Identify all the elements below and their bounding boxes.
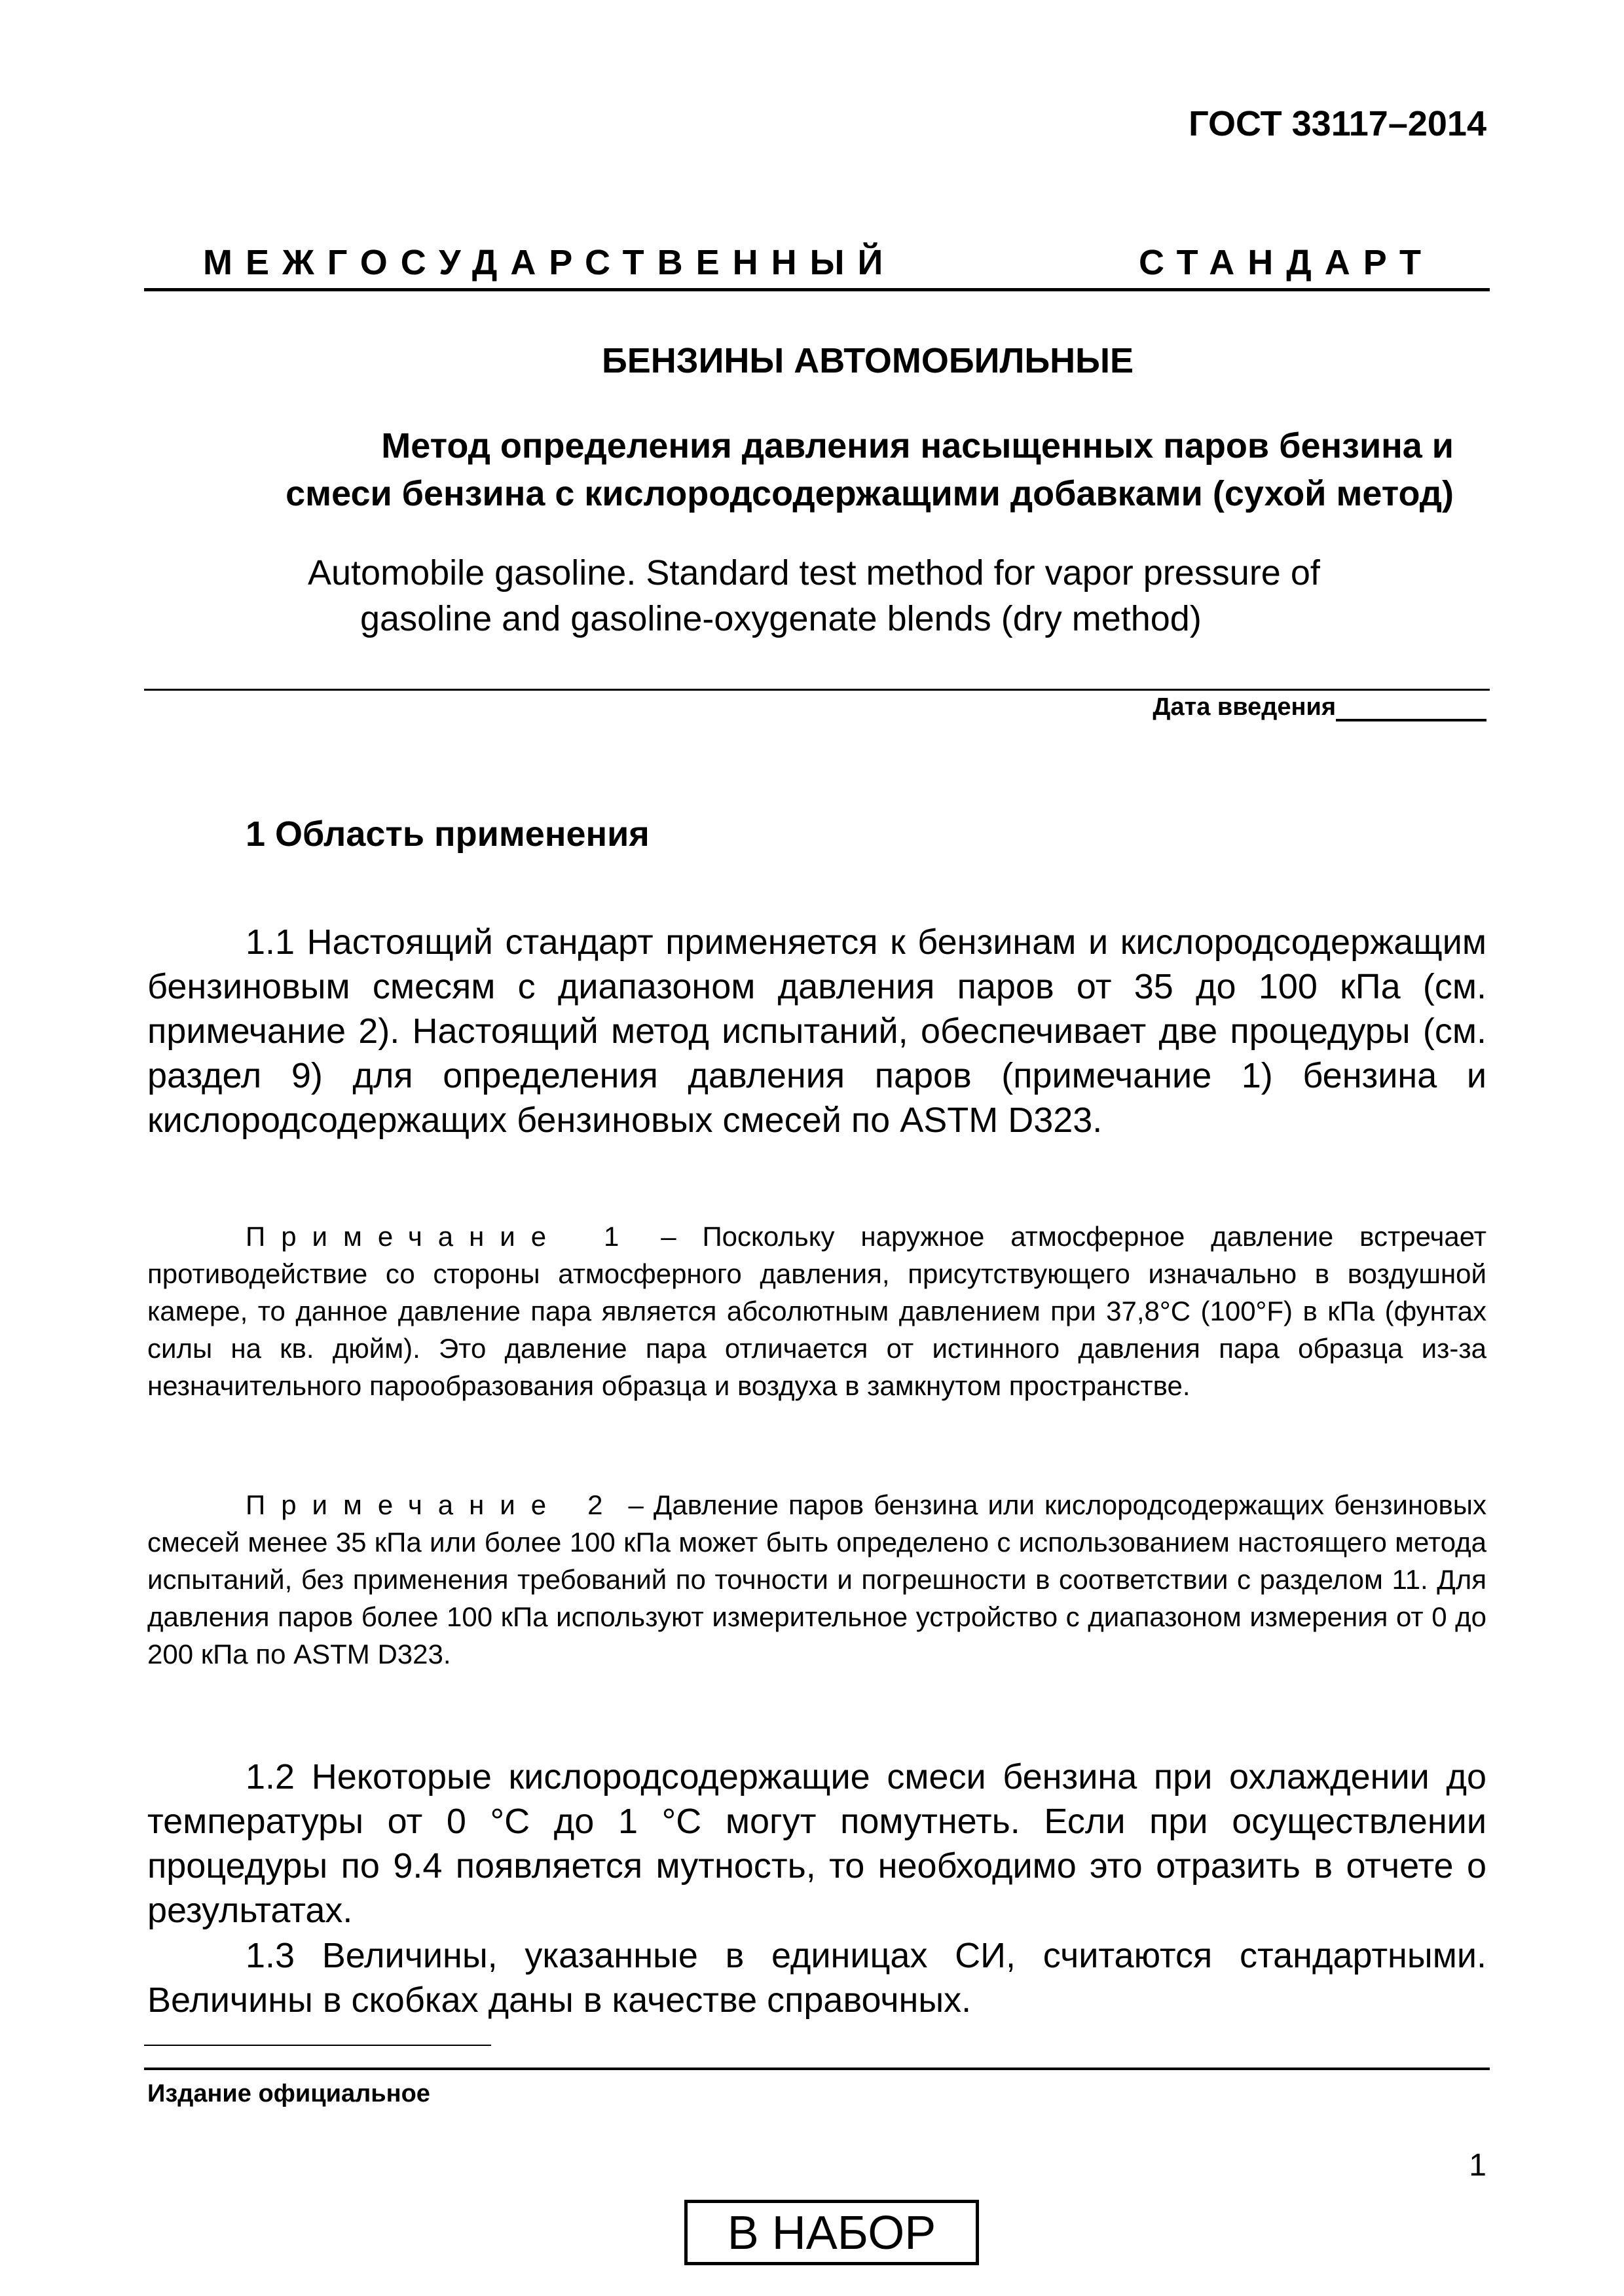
note-1 — [147, 1218, 1486, 1404]
note-2-label: Примечание 2 — [246, 1489, 619, 1520]
introduction-date-blank — [1336, 693, 1486, 721]
english-title-line-1: Automobile gasoline. Standard test method for vapor pressure of — [308, 553, 1320, 592]
document-title: БЕНЗИНЫ АВТОМОБИЛЬНЫЕ — [601, 341, 1134, 380]
english-title-line-2: gasoline and gasoline-oxygenate blends (dry method) — [360, 599, 1202, 639]
paragraph-1-2-text: 1.2 Некоторые кислородсодержащие смеси бензина при охлаждении до температуры от 0 °С до 1 °С могут помутнеть. Если при осуществлении процедуры по 9.4 появляется мутность, то необходимо это отразить в отчете о результатах. — [147, 1757, 1486, 1930]
footer-rule — [144, 2068, 1490, 2070]
paragraph-1-3-text: 1.3 Величины, указанные в единицах СИ, считаются стандартными. Величины в скобках даны в качестве справочных. — [147, 1936, 1486, 2020]
subtitle-line-2: смеси бензина с кислородсодержащими добавками (сухой метод) — [286, 473, 1454, 513]
subtitle-line-1: Метод определения давления насыщенных паров бензина и — [381, 426, 1454, 465]
edition-label: Издание официальное — [147, 2080, 430, 2107]
introduction-date — [1153, 693, 1486, 721]
document-subtitle — [177, 422, 1454, 518]
paragraph-1-3 — [147, 1933, 1486, 2022]
note-2 — [147, 1486, 1486, 1673]
paragraph-1-2 — [147, 1755, 1486, 1933]
paragraph-1-1 — [147, 920, 1486, 1142]
note-1-label: Примечание 1 — [246, 1221, 635, 1252]
section-heading: 1 Область применения — [246, 814, 650, 854]
english-title — [308, 550, 1434, 642]
footer-short-rule — [144, 2045, 491, 2046]
middle-rule — [144, 689, 1490, 691]
introduction-date-label: Дата введения — [1153, 693, 1336, 721]
paragraph-1-1-text: 1.1 Настоящий стандарт применяется к бензинам и кислородсодержащим бензиновым смесям с диапазоном давления паров от 35 до 100 кПа (см. примечание 2). Настоящий метод испытаний, обеспечивает две процедуры (см. раздел 9) для определения давления паров (примечание 1) бензина и кислородсодержащих бензиновых смесей по ASTM D323. — [147, 922, 1486, 1140]
note-2-text: – Давление паров бензина или кислородсодержащих бензиновых смесей менее 35 кПа или более 100 кПа может быть определено с использованием настоящего метода испытаний, без применения требований по точности и погрешности в соответствии с разделом 11. Для давления паров более 100 кПа используют измерительное устройство с диапазоном измерения от 0 до 200 кПа по ASTM D323. — [147, 1489, 1486, 1669]
typesetting-stamp: В НАБОР — [684, 2200, 979, 2265]
top-rule — [144, 288, 1490, 291]
standard-word: СТАНДАРТ — [1139, 243, 1434, 282]
interstate-word: МЕЖГОСУДАРСТВЕННЫЙ — [203, 243, 896, 282]
gost-number: ГОСТ 33117–2014 — [1189, 104, 1486, 143]
note-1-text: – Поскольку наружное атмосферное давление встречает противодействие со стороны атмосферного давления, присутствующего изначально в воздушной камере, то данное давление пара является абсолютным давлением при 37,8°C (100°F) в кПа (фунтах силы на кв. дюйм). Это давление пара отличается от истинного давления пара образца из-за незначительного парообразования образца и воздуха в замкнутом пространстве. — [147, 1221, 1486, 1401]
interstate-standard-heading — [203, 242, 1434, 283]
page-number: 1 — [1469, 2148, 1486, 2183]
